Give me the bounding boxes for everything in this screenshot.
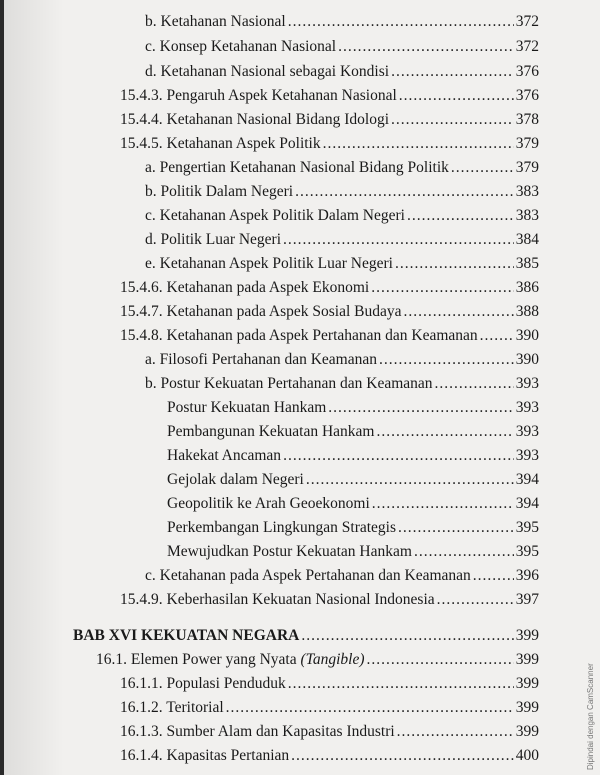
toc-entry-page: 376 [515, 63, 539, 80]
toc-entry-page: 372 [515, 38, 539, 55]
toc-entry [167, 542, 539, 562]
toc-entry-page: 393 [515, 399, 539, 416]
toc-entry-label: c. Ketahanan pada Aspek Pertahanan dan Keamanan [145, 567, 471, 584]
toc-entry [145, 350, 539, 370]
toc-entry [145, 206, 539, 226]
leader-dots [379, 350, 514, 370]
toc-entry [145, 158, 539, 178]
leader-dots [395, 254, 514, 274]
toc-entry [120, 134, 539, 154]
toc-entry [145, 12, 539, 32]
toc-entry-label: Geopolitik ke Arah Geoekonomi [167, 495, 370, 512]
toc-entry-label: d. Politik Luar Negeri [145, 231, 282, 248]
toc-entry-page: 394 [515, 471, 539, 488]
toc-entry-page: 394 [515, 495, 539, 512]
leader-dots [391, 62, 514, 82]
leader-dots [283, 230, 514, 250]
toc-entry-label: 16.1.4. Kapasitas Pertanian [120, 747, 290, 764]
toc-entry-label: c. Ketahanan Aspek Politik Dalam Negeri [145, 207, 405, 224]
toc-entry [145, 254, 539, 274]
leader-dots [372, 494, 514, 514]
toc-entry-page: 393 [515, 423, 539, 440]
toc-entry-page: 397 [515, 591, 539, 608]
toc-entry-label: 16.1. Elemen Power yang Nyata (Tangible) [96, 651, 365, 668]
toc-entry-page: 399 [515, 699, 539, 716]
leader-dots [338, 37, 514, 57]
toc-entry-label: 15.4.4. Ketahanan Nasional Bidang Idologi [120, 111, 390, 128]
leader-dots [376, 422, 513, 442]
toc-entry [120, 302, 539, 322]
leader-dots [407, 206, 514, 226]
leader-dots [473, 566, 514, 586]
toc-entry-page: 399 [515, 723, 539, 740]
toc-entry-label: 15.4.8. Ketahanan pada Aspek Pertahanan dan Keamanan [120, 327, 478, 344]
toc-entry-page: 376 [515, 87, 539, 104]
toc-entry-page: 390 [515, 351, 539, 368]
leader-dots [414, 542, 514, 562]
toc-entry-label: b. Ketahanan Nasional [145, 13, 286, 30]
leader-dots [323, 134, 514, 154]
toc-entry [120, 722, 539, 742]
toc-entry-label: 15.4.7. Ketahanan pada Aspek Sosial Budaya [120, 303, 402, 320]
leader-dots [404, 302, 514, 322]
toc-entry-page: 393 [515, 447, 539, 464]
toc-entry-page: 395 [515, 519, 539, 536]
toc-entry-label: Hakekat Ancaman [167, 447, 282, 464]
toc-entry [120, 278, 539, 298]
toc-entry-label: 16.1.3. Sumber Alam dan Kapasitas Industri [120, 723, 395, 740]
leader-dots [437, 590, 514, 610]
scanner-watermark [586, 600, 598, 770]
toc-entry-label: 15.4.6. Ketahanan pada Aspek Ekonomi [120, 279, 370, 296]
toc-entry [120, 590, 539, 610]
toc-entry-label: a. Pengertian Ketahanan Nasional Bidang Politik [145, 159, 449, 176]
toc-entry-label: Postur Kekuatan Hankam [167, 399, 327, 416]
leader-dots [288, 12, 514, 32]
leader-dots [301, 626, 513, 646]
leader-dots [283, 446, 514, 466]
leader-dots [397, 722, 514, 742]
toc-entry [145, 62, 539, 82]
leader-dots [306, 470, 514, 490]
toc-entry [120, 674, 539, 694]
leader-dots [328, 398, 513, 418]
leader-dots [435, 374, 514, 394]
toc-entry-page: 372 [515, 13, 539, 30]
toc-entry [167, 518, 539, 538]
leader-dots [291, 746, 514, 766]
toc-entry-page: 384 [515, 231, 539, 248]
leader-dots [371, 278, 514, 298]
leader-dots [480, 326, 514, 346]
toc-entry [96, 650, 539, 670]
toc-entry-page: 386 [515, 279, 539, 296]
toc-entry [145, 374, 539, 394]
toc-entry-page: 388 [515, 303, 539, 320]
toc-entry [120, 86, 539, 106]
toc-entry-page: 396 [515, 567, 539, 584]
leader-dots [288, 674, 514, 694]
toc-entry-page: 383 [515, 183, 539, 200]
leader-dots [391, 110, 514, 130]
toc-entry-page: 379 [515, 135, 539, 152]
toc-entry-page: 399 [515, 627, 539, 644]
toc-entry-page: 383 [515, 207, 539, 224]
toc-entry [145, 37, 539, 57]
toc-entry-label: e. Ketahanan Aspek Politik Luar Negeri [145, 255, 393, 272]
watermark-text: Dipindai dengan CamScanner [586, 663, 595, 770]
toc-entry-label: 16.1.2. Teritorial [120, 699, 224, 716]
toc-entry-label: a. Filosofi Pertahanan dan Keamanan [145, 351, 377, 368]
toc-entry-page: 399 [515, 651, 539, 668]
toc-entry-label: 15.4.3. Pengaruh Aspek Ketahanan Nasional [120, 87, 397, 104]
leader-dots [451, 158, 514, 178]
toc-entry-label: b. Postur Kekuatan Pertahanan dan Keamanan [145, 375, 433, 392]
toc-entry [120, 110, 539, 130]
toc-entry [167, 494, 539, 514]
toc-chapter-entry [73, 626, 539, 646]
toc-entry-page: 393 [515, 375, 539, 392]
chapter-title: BAB XVI KEKUATAN NEGARA [73, 627, 300, 644]
toc-entry [145, 182, 539, 202]
toc-entry-page: 400 [515, 747, 539, 764]
toc-entry [167, 470, 539, 490]
toc-entry-page: 390 [515, 327, 539, 344]
toc-entry [120, 698, 539, 718]
toc-entry-label: Mewujudkan Postur Kekuatan Hankam [167, 543, 412, 560]
toc-entry-label: 15.4.5. Ketahanan Aspek Politik [120, 135, 321, 152]
leader-dots [399, 86, 514, 106]
toc-entry-page: 399 [515, 675, 539, 692]
toc-entry-label: Pembangunan Kekuatan Hankam [167, 423, 375, 440]
toc-entry-label: Gejolak dalam Negeri [167, 471, 304, 488]
toc-entry [167, 422, 539, 442]
toc-entry-label: 16.1.1. Populasi Penduduk [120, 675, 286, 692]
toc-entry-page: 378 [515, 111, 539, 128]
leader-dots [366, 650, 513, 670]
toc-entry-label: Perkembangan Lingkungan Strategis [167, 519, 397, 536]
toc-entry-page: 379 [515, 159, 539, 176]
tangible-term: (Tangible) [300, 651, 365, 668]
toc-entry [120, 326, 539, 346]
leader-dots [295, 182, 514, 202]
toc-entry-label: b. Politik Dalam Negeri [145, 183, 294, 200]
toc-entry-page: 385 [515, 255, 539, 272]
toc-entry-label: 15.4.9. Keberhasilan Kekuatan Nasional Indonesia [120, 591, 435, 608]
scan-shadow [4, 0, 64, 775]
leader-dots [398, 518, 514, 538]
toc-entry [145, 230, 539, 250]
leader-dots [226, 698, 514, 718]
toc-entry [120, 746, 539, 766]
toc-entry-label: d. Ketahanan Nasional sebagai Kondisi [145, 63, 390, 80]
toc-entry [145, 566, 539, 586]
toc-entry [167, 398, 539, 418]
toc-entry [167, 446, 539, 466]
toc-entry-label: c. Konsep Ketahanan Nasional [145, 38, 337, 55]
toc-entry-page: 395 [515, 543, 539, 560]
